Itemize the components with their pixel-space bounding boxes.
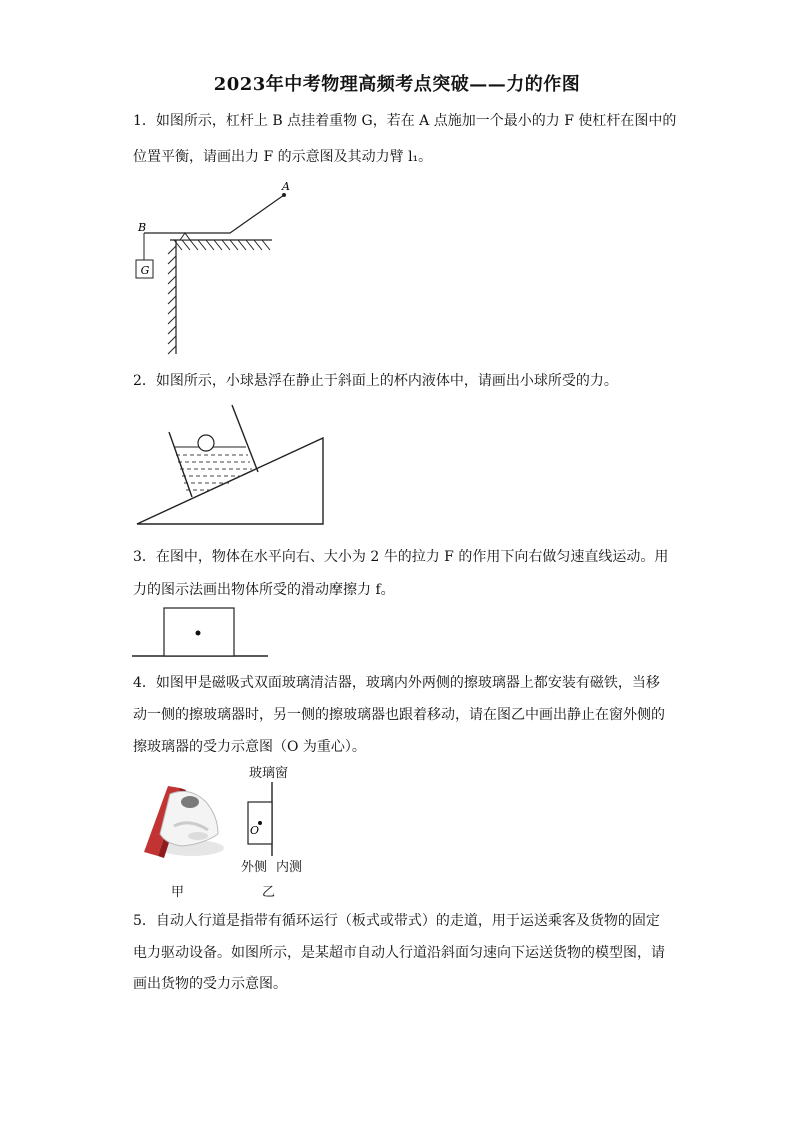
question-2-line-1: 2．如图所示，小球悬浮在静止于斜面上的杯内液体中，请画出小球所受的力。 — [133, 373, 618, 389]
label-outside: 外侧 — [241, 860, 268, 875]
question-1-line-2: 位置平衡，请画出力 F 的示意图及其动力臂 l₁。 — [133, 149, 433, 165]
label-o: O — [250, 824, 260, 837]
page-title: 2023年中考物理高频考点突破——力的作图 — [213, 74, 581, 95]
question-5-line-1: 5．自动人行道是指带有循环运行（板式或带式）的走道，用于运送乘客及货物的固定 — [133, 913, 660, 929]
label-a: A — [282, 180, 290, 193]
glass-cleaner-image — [134, 782, 226, 864]
question-5-line-2: 电力驱动设备。如图所示，是某超市自动人行道沿斜面匀速向下运送货物的模型图，请 — [133, 945, 665, 961]
incline-cup-figure — [134, 402, 334, 528]
question-1-line-1: 1．如图所示，杠杆上 B 点挂着重物 G，若在 A 点施加一个最小的力 F 使杠杆在图中的 — [133, 113, 677, 129]
label-g: G — [140, 264, 150, 277]
label-b: B — [138, 221, 147, 234]
question-4-line-3: 擦玻璃器的受力示意图（O 为重心）。 — [133, 739, 366, 755]
question-5-line-3: 画出货物的受力示意图。 — [133, 976, 287, 992]
question-3-line-1: 3．在图中，物体在水平向右、大小为 2 牛的拉力 F 的作用下向右做匀速直线运动。用 — [133, 549, 669, 565]
figure-label-yi: 乙 — [262, 885, 276, 900]
lever-figure — [130, 178, 290, 358]
block-on-floor-figure — [132, 604, 272, 660]
label-inside: 内测 — [276, 860, 303, 875]
label-glass-window: 玻璃窗 — [249, 766, 289, 781]
figure-label-jia: 甲 — [171, 885, 185, 900]
question-4-line-1: 4．如图甲是磁吸式双面玻璃清洁器，玻璃内外两侧的擦玻璃器上都安装有磁铁，当移 — [133, 675, 660, 691]
window-diagram — [244, 782, 284, 858]
question-3-line-2: 力的图示法画出物体所受的滑动摩擦力 f。 — [133, 582, 395, 598]
question-4-line-2: 动一侧的擦玻璃器时，另一侧的擦玻璃器也跟着移动，请在图乙中画出静止在窗外侧的 — [133, 707, 665, 723]
